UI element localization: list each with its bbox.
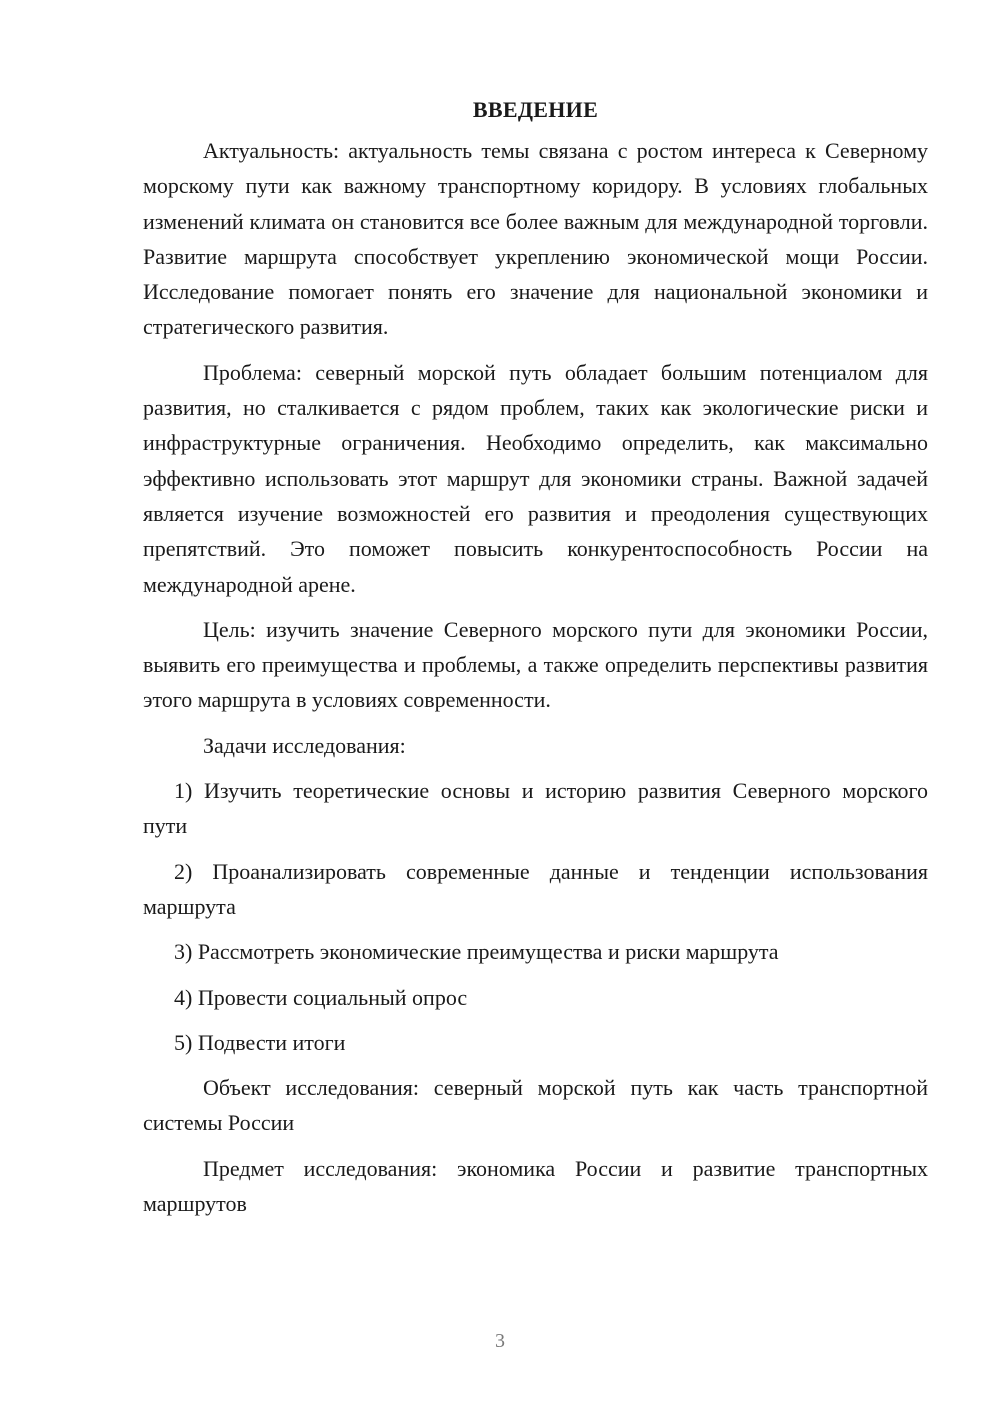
relevance-paragraph: Актуальность: актуальность темы связана с ростом интереса к Северному морскому пути как важному транспортному коридору. В условиях глобальных изменений климата он становится все более важным для международной торговли. Развитие маршрута способствует укреплению экономической мощи России. Исследование помогает понять его значение для национальной экономики и стратегического развития. [143,138,928,340]
document-page [143,92,928,1231]
task-item: 2) Проанализировать современные данные и тенденции использования маршрута [143,858,928,919]
page-number: 3 [495,1330,505,1352]
task-item: 3) Рассмотреть экономические преимущества и риски маршрута [174,939,779,965]
task-item: 1) Изучить теоретические основы и историю развития Северного морского пути [143,778,928,839]
tasks-heading: Задачи исследования: [203,732,406,758]
task-item: 4) Провести социальный опрос [174,984,468,1010]
subject-paragraph: Предмет исследования: экономика России и развитие транспортных маршрутов [143,1155,928,1217]
goal-paragraph: Цель: изучить значение Северного морского пути для экономики России, выявить его преимущества и проблемы, а также определить перспективы развития этого маршрута в условиях современности. [143,616,928,713]
problem-paragraph: Проблема: северный морской путь обладает большим потенциалом для развития, но сталкивается с рядом проблем, таких как экологические риски и инфраструктурные ограничения. Необходимо определить, как максимально эффективно использовать этот маршрут для экономики страны. Важной задачей является изучение возможностей его развития и преодоления существующих препятствий. Это поможет повысить конкурентоспособность России на международной арене. [143,359,928,597]
section-title: ВВЕДЕНИЕ [472,97,599,122]
task-item: 5) Подвести итоги [174,1029,346,1055]
object-paragraph: Объект исследования: северный морской путь как часть транспортной системы России [143,1075,928,1136]
